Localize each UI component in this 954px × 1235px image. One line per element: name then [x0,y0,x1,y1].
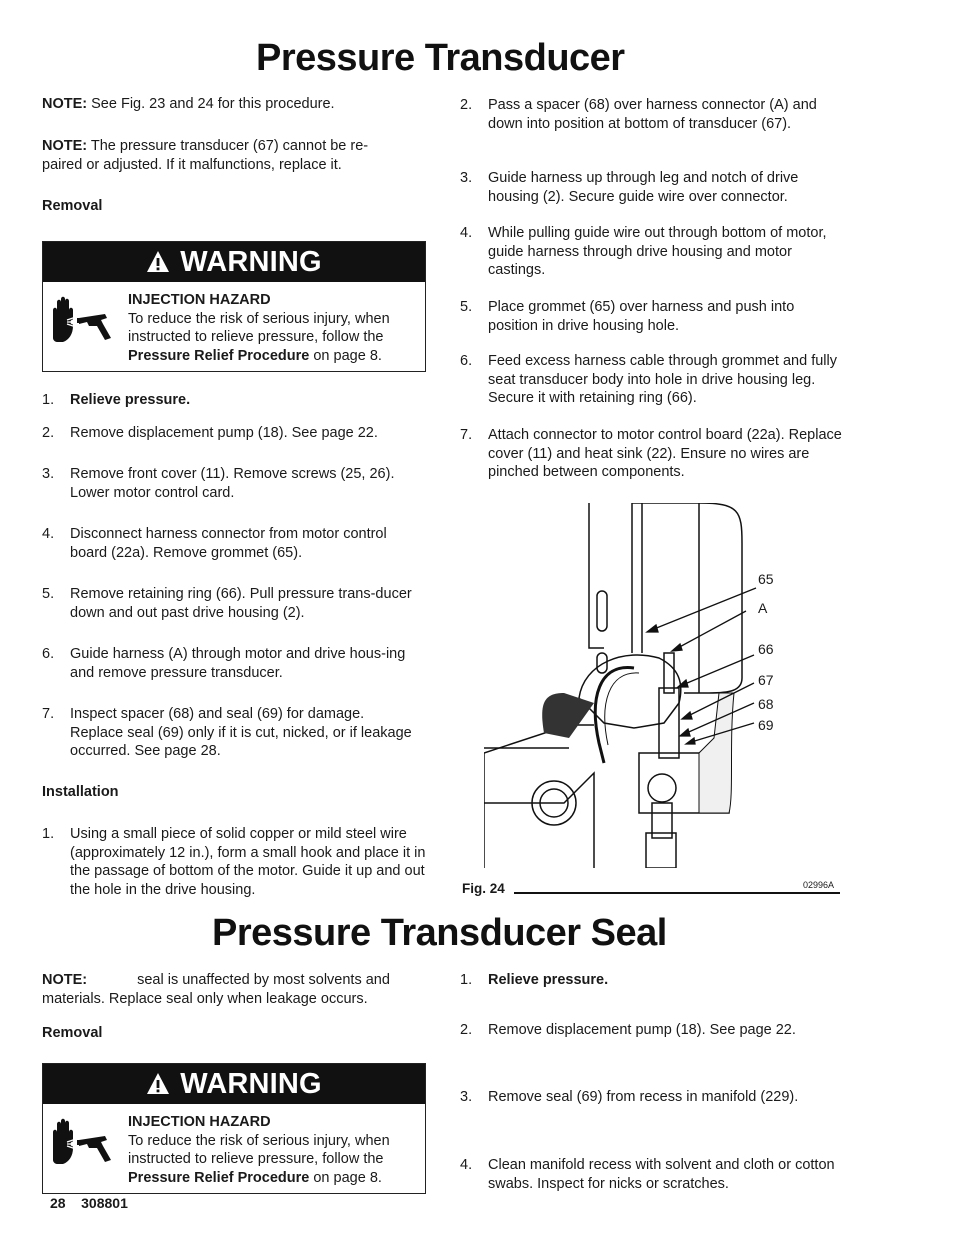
note-cannot-repair [42,137,432,174]
callout-68: 68 [758,696,774,712]
step-number: 5. [42,586,55,602]
page-footer [50,1194,128,1213]
step-number: 1. [460,972,473,988]
install-step-7 [460,426,845,482]
step-text: Remove retaining ring (66). Pull pressure trans-ducer down and out past drive housing (2). [70,586,412,621]
hazard-text: on page 8. [309,1169,382,1186]
removal-step-6 [42,645,417,682]
step-text: Feed excess harness cable through grommet and fully seat transducer body into hole in drive housing leg. Secure it with retaining ring (66). [488,353,837,406]
note-seal [42,971,432,1008]
step-text: Relieve pressure. [488,972,609,988]
warning-box [42,241,426,372]
page-number: 28 [50,1195,66,1211]
step-text: Remove displacement pump (18). See page 22. [70,425,378,441]
step-text: Clean manifold recess with solvent and cloth or cotton swabs. Inspect for nicks or scratches. [488,1157,835,1192]
hazard-text: instructed to relieve pressure, follow the [128,1151,384,1167]
step-text: Guide harness (A) through motor and drive hous-ing and remove pressure transducer. [70,646,406,681]
seal-step-1 [460,971,840,990]
step-number: 2. [460,1022,473,1038]
callout-69: 69 [758,717,774,733]
hazard-text: To reduce the risk of serious injury, when [128,1132,390,1149]
hazard-title: INJECTION HAZARD [128,1114,271,1130]
step-number: 3. [42,466,55,482]
note-text: seal is unaffected by most solvents and [137,972,390,988]
removal-step-1 [42,391,427,410]
step-number: 4. [460,225,473,241]
callout-a: A [758,600,768,616]
note-text: The pressure transducer (67) cannot be re- [87,138,369,154]
callout-66: 66 [758,641,774,657]
step-number: 3. [460,170,473,186]
step-number: 4. [42,526,55,542]
step-number: 5. [460,299,473,315]
step-number: 1. [42,392,55,408]
step-number: 6. [42,646,55,662]
step-number: 2. [42,425,55,441]
step-text: Attach connector to motor control board (22a). Replace cover (11) and heat sink (22). Ensure no wires are pinched between components. [488,427,842,480]
removal-step-3 [42,465,427,502]
removal-step-7 [42,705,417,761]
step-text: Inspect spacer (68) and seal (69) for damage. Replace seal (69) only if it is cut, nicked, or if leakage occurred. See page 28. [70,706,412,759]
note-see-figures [42,95,432,114]
warning-label: WARNING [180,1067,322,1100]
hazard-title: INJECTION HAZARD [128,292,271,308]
install-step-5 [460,298,840,335]
figure-rule [514,892,840,894]
removal-heading: Removal [42,1025,103,1041]
document-number: 308801 [81,1195,128,1211]
step-text: Guide harness up through leg and notch of drive housing (2). Secure guide wire over connector. [488,170,799,205]
removal-step-5 [42,585,417,622]
note-text: See Fig. 23 and 24 for this procedure. [87,96,335,112]
step-text: Disconnect harness connector from motor control board (22a). Remove grommet (65). [70,526,387,561]
removal-step-4 [42,525,427,562]
transducer-illustration [484,503,764,868]
seal-step-3 [460,1088,840,1107]
figure-code: 02996A [803,880,835,890]
step-text: Using a small piece of solid copper or mild steel wire (approximately 12 in.), form a small hook and place it in the passage of bottom of the motor. Guide it up and out the hole in the drive housing. [70,826,426,898]
warning-triangle-icon [146,1072,170,1096]
step-number: 7. [460,427,473,443]
seal-step-4 [460,1156,840,1193]
step-number: 6. [460,353,473,369]
warning-box [42,1063,426,1194]
warning-label: WARNING [180,245,322,278]
install-step-2 [460,96,840,133]
step-number: 1. [42,826,55,842]
note-label: NOTE: [42,972,88,988]
section-title: Pressure Transducer Seal [212,912,667,954]
install-step-4 [460,224,840,280]
installation-heading: Installation [42,784,119,800]
pressure-relief-reference: Pressure Relief Procedure [128,1169,310,1186]
hazard-text: instructed to relieve pressure, follow the [128,329,384,345]
hazard-text: To reduce the risk of serious injury, when [128,310,390,327]
removal-heading: Removal [42,198,103,214]
step-text: Relieve pressure. [70,392,191,408]
warning-header [43,1064,425,1104]
note-text: paired or adjusted. If it malfunctions, replace it. [42,156,342,173]
removal-step-2 [42,424,427,443]
step-text: Place grommet (65) over harness and push into position in drive housing hole. [488,299,795,334]
seal-step-2 [460,1021,840,1040]
callout-67: 67 [758,672,774,688]
note-label: NOTE: [42,96,88,112]
warning-header [43,242,425,282]
step-text: Remove seal (69) from recess in manifold (229). [488,1089,799,1105]
page-title: Pressure Transducer [256,37,625,79]
step-number: 2. [460,97,473,113]
callout-65: 65 [758,571,774,587]
hazard-text: on page 8. [309,347,382,364]
note-text: materials. Replace seal only when leakage occurs. [42,990,368,1007]
step-number: 7. [42,706,55,722]
step-text: While pulling guide wire out through bottom of motor, guide harness through drive housing and motor castings. [488,225,827,278]
step-text: Remove displacement pump (18). See page 22. [488,1022,796,1038]
step-number: 3. [460,1089,473,1105]
injection-hazard-icon [49,1116,115,1166]
install-step-3 [460,169,840,206]
step-text: Remove front cover (11). Remove screws (25, 26). Lower motor control card. [70,466,395,501]
injection-hazard-icon [49,294,115,344]
note-label: NOTE: [42,138,88,154]
step-number: 4. [460,1157,473,1173]
step-text: Pass a spacer (68) over harness connector (A) and down into position at bottom of transducer (67). [488,97,817,132]
warning-triangle-icon [146,250,170,274]
install-step-6 [460,352,845,408]
figure-label: Fig. 24 [462,881,505,896]
pressure-relief-reference: Pressure Relief Procedure [128,347,310,364]
install-step-1 [42,825,427,899]
